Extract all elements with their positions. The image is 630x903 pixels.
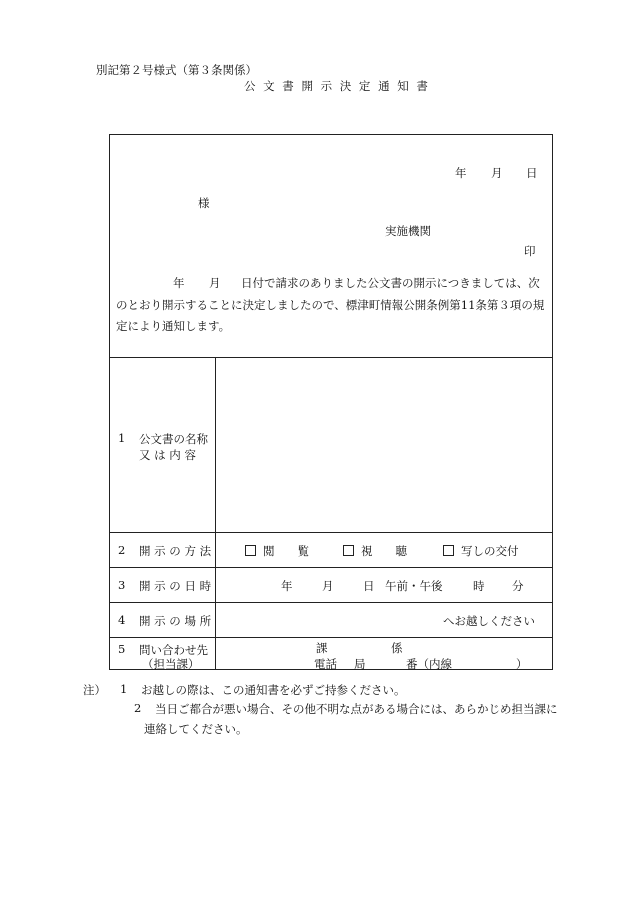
- note1-number: 1: [120, 682, 128, 696]
- agency-label: 実施機関: [385, 224, 431, 238]
- contact-close: ）: [516, 657, 528, 671]
- body-month: 月: [209, 276, 221, 290]
- row1-number: 1: [118, 431, 126, 445]
- divider: [110, 567, 552, 568]
- note2-line1: 当日ご都合が悪い場合、その他不明な点がある場合には、あらかじめ担当課に: [155, 702, 558, 716]
- row3-label: 開 示 の 日 時: [139, 579, 212, 593]
- document-name-field[interactable]: [216, 358, 553, 531]
- date-day: 日: [526, 166, 538, 180]
- divider: [110, 532, 552, 533]
- row3-number: 3: [118, 578, 126, 592]
- row1-label-line2: 又 は 内 容: [139, 448, 196, 462]
- row5-number: 5: [118, 642, 126, 656]
- datetime-year: 年: [281, 579, 293, 593]
- body-line-1: 日付で請求のありました公文書の開示につきましては、次: [241, 276, 540, 290]
- seal-mark: 印: [524, 244, 536, 258]
- checkbox-icon[interactable]: [443, 545, 454, 556]
- checkbox-icon[interactable]: [245, 545, 256, 556]
- datetime-month: 月: [322, 579, 334, 593]
- document-title: 公 文 書 開 示 決 定 通 知 書: [244, 79, 430, 93]
- datetime-hour: 時: [473, 579, 485, 593]
- option-listen[interactable]: 視 聴: [343, 543, 407, 559]
- checkbox-icon[interactable]: [343, 545, 354, 556]
- contact-ban: 番（内線: [406, 657, 452, 671]
- notes-prefix: 注）: [83, 683, 106, 697]
- option-copy[interactable]: 写しの交付: [443, 543, 519, 559]
- note2-number: 2: [134, 701, 142, 715]
- body-line-2: のとおり開示することに決定しましたので、標津町情報公開条例第11条第３項の規: [116, 298, 545, 312]
- body-year: 年: [173, 276, 185, 290]
- row5-label-line1: 問い合わせ先: [139, 643, 208, 657]
- place-suffix: へお越しください: [443, 614, 535, 628]
- divider: [110, 602, 552, 603]
- datetime-minute: 分: [512, 579, 524, 593]
- note2-line2: 連絡してください。: [144, 722, 248, 736]
- date-year: 年: [455, 166, 467, 180]
- row5-label-line2: （担当課）: [142, 657, 200, 671]
- row4-number: 4: [118, 613, 126, 627]
- notice-form-table: [109, 134, 553, 670]
- contact-ka: 課: [316, 641, 328, 655]
- datetime-day: 日: [363, 579, 375, 593]
- addressee-suffix: 様: [198, 196, 210, 210]
- row4-label: 開 示 の 場 所: [139, 614, 212, 628]
- contact-kyoku: 局: [354, 657, 366, 671]
- row1-label-line1: 公文書の名称: [139, 432, 208, 446]
- date-month: 月: [491, 166, 503, 180]
- note1-text: お越しの際は、この通知書を必ずご持参ください。: [141, 683, 406, 697]
- contact-tel: 電話: [314, 657, 337, 671]
- form-label: 別記第２号様式（第３条関係）: [96, 63, 257, 77]
- option-view[interactable]: 閲 覧: [245, 543, 309, 559]
- row2-label: 開 示 の 方 法: [139, 544, 212, 558]
- body-line-3: 定により通知します。: [116, 319, 231, 333]
- divider: [110, 637, 552, 638]
- datetime-ampm: 午前・午後: [385, 579, 443, 593]
- row2-number: 2: [118, 543, 126, 557]
- contact-kakari: 係: [391, 641, 403, 655]
